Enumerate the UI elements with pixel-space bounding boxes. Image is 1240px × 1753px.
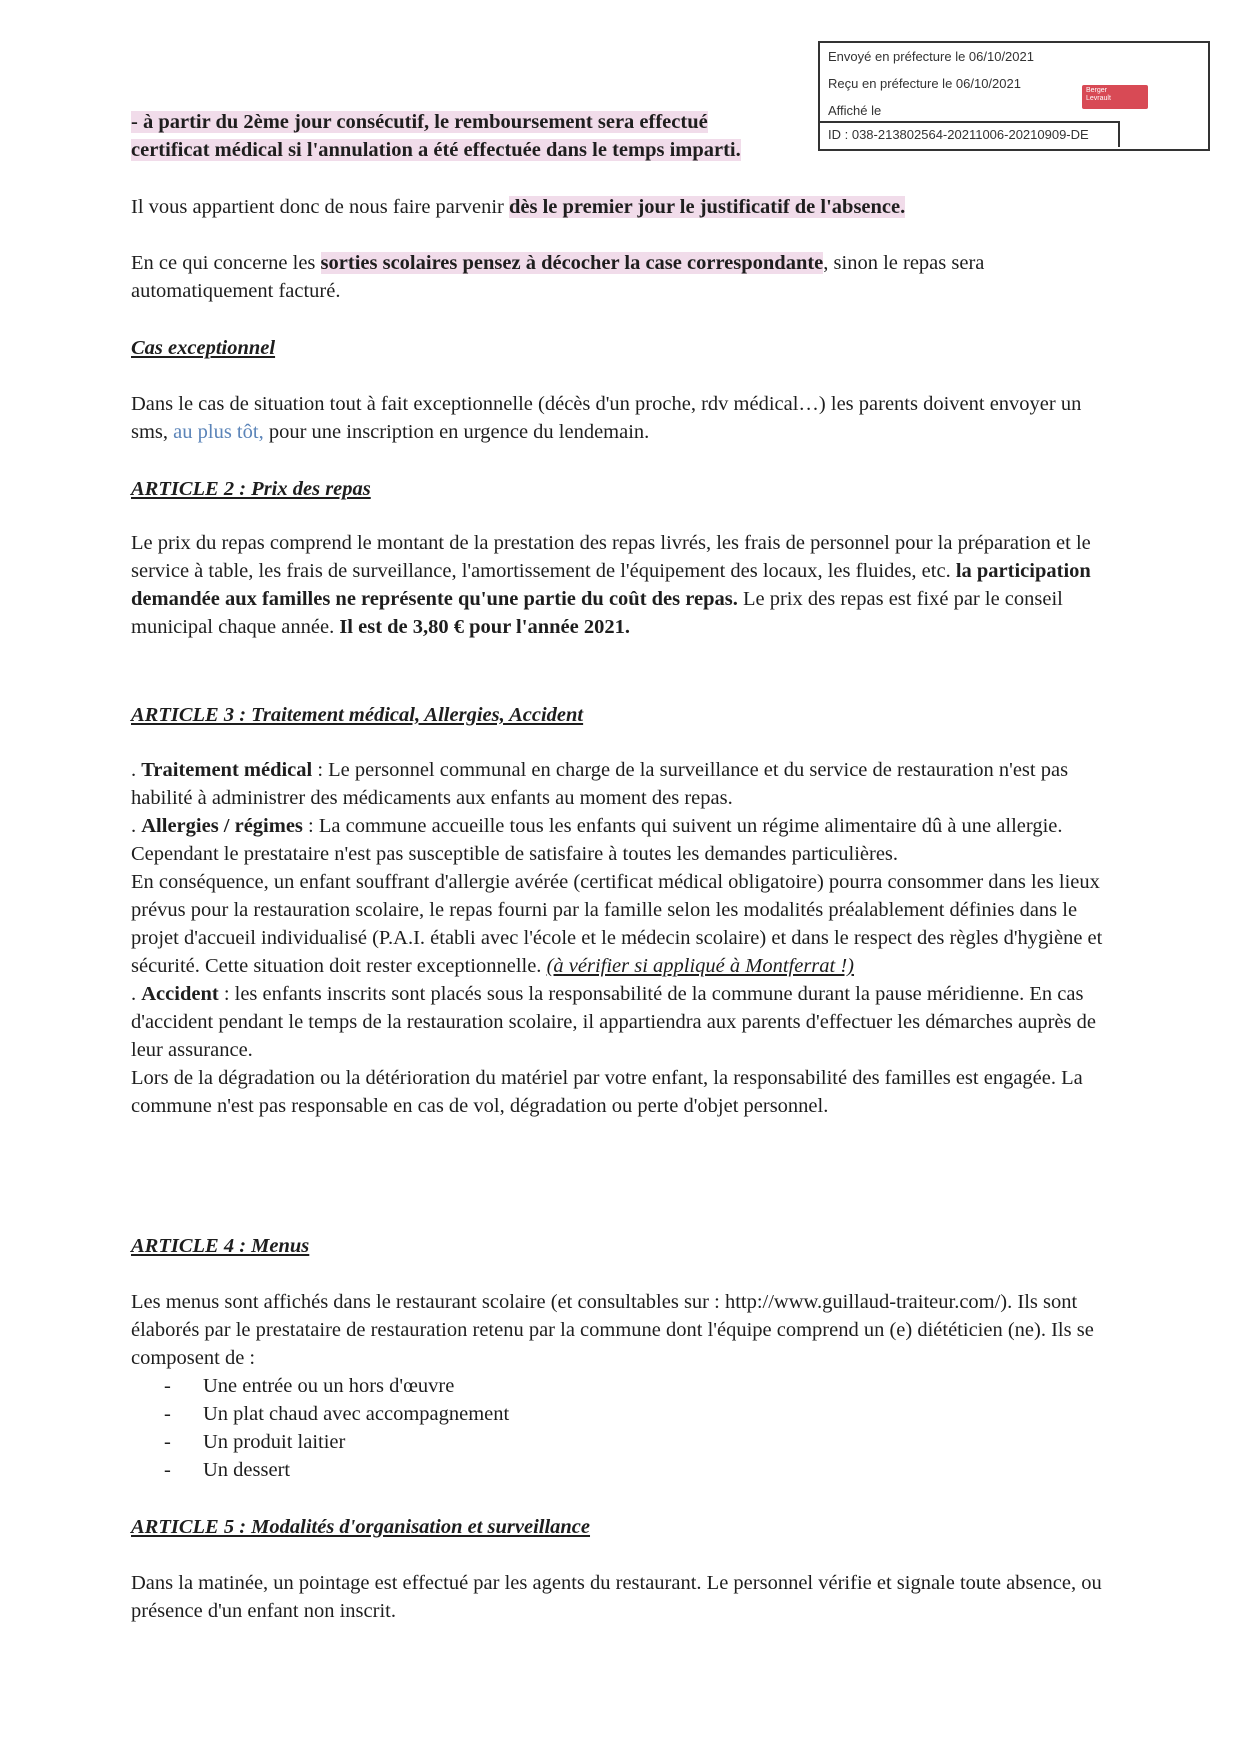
degradation-paragraph: Lors de la dégradation ou la détérioration du matériel par votre enfant, la responsabilité des familles est engagée. La commune n'est pas responsable en cas de vol, dégradation ou perte d'objet personnel. <box>131 1067 1083 1117</box>
intro-paragraph-2: En ce qui concerne les sorties scolaires pensez à décocher la case correspondante, sinon le repas sera automatiquement facturé. <box>131 252 985 302</box>
intro-line-1: - à partir du 2ème jour consécutif, le remboursement sera effectué <box>131 111 708 133</box>
cas-paragraph: Dans le cas de situation tout à fait exceptionnelle (décès d'un proche, rdv médical…) les parents doivent envoyer un sms, au plus tôt, pour une inscription en urgence du lendemain. <box>131 393 1082 443</box>
article-3-heading: ARTICLE 3 : Traitement médical, Allergies, Accident <box>131 704 584 726</box>
section-heading-cas: Cas exceptionnel <box>131 337 276 359</box>
list-item: - Un produit laitier <box>131 1428 1111 1456</box>
article-4-heading: ARTICLE 4 : Menus <box>131 1235 310 1257</box>
menus-paragraph: Les menus sont affichés dans le restaurant scolaire (et consultables sur : http://www.guillaud-traiteur.com/). Ils sont élaborés par le prestataire de restauration retenu par la commune dont l'équipe comprend un (e) diététicien (ne). Ils se composent de : <box>131 1291 1094 1369</box>
article-2-heading: ARTICLE 2 : Prix des repas <box>131 478 371 500</box>
article-5-heading: ARTICLE 5 : Modalités d'organisation et surveillance <box>131 1516 591 1538</box>
berger-levrault-logo: Berger Levrault <box>1082 85 1148 109</box>
list-item: - Un plat chaud avec accompagnement <box>131 1400 1111 1428</box>
article-5-paragraph: Dans la matinée, un pointage est effectué par les agents du restaurant. Le personnel vérifie et signale toute absence, ou présence d'un enfant non inscrit. <box>131 1572 1102 1622</box>
allergies-paragraph: . Allergies / régimes : La commune accueille tous les enfants qui suivent un régime alimentaire dû à une allergie. Cependant le prestataire n'est pas susceptible de satisfaire à toutes les demandes particulières. <box>131 815 1063 865</box>
stamp-received: Reçu en préfecture le 06/10/2021 <box>828 76 1021 91</box>
stamp-id: ID : 038-213802564-20211006-20210909-DE <box>818 121 1120 147</box>
article-4-body <box>131 1288 1111 1484</box>
list-item: - Une entrée ou un hors d'œuvre <box>131 1372 1111 1400</box>
intro-line-2: certificat médical si l'annulation a été effectuée dans le temps imparti. <box>131 139 741 161</box>
stamp-sent: Envoyé en préfecture le 06/10/2021 <box>828 49 1034 64</box>
consequence-paragraph: En conséquence, un enfant souffrant d'allergie avérée (certificat médical obligatoire) pourra consommer dans les lieux prévus pour la restauration scolaire, le repas fourni par la famille selon les modalités préalablement définies dans le projet d'accueil individualisé (P.A.I. établi avec l'école et le médecin scolaire) et dans le respect des règles d'hygiène et sécurité. Cette situation doit rester exceptionnelle. (à vérifier si appliqué à Montferrat !) <box>131 871 1103 977</box>
intro-paragraph-1: Il vous appartient donc de nous faire parvenir dès le premier jour le justificatif de l'absence. <box>131 196 906 218</box>
accident-paragraph: . Accident : les enfants inscrits sont placés sous la responsabilité de la commune durant la pause méridienne. En cas d'accident pendant le temps de la restauration scolaire, il appartiendra aux parents d'effectuer les démarches auprès de leur assurance. <box>131 983 1096 1061</box>
article-2-paragraph: Le prix du repas comprend le montant de la prestation des repas livrés, les frais de personnel pour la préparation et le service à table, les frais de surveillance, l'amortissement de l'équipement des locaux, les fluides, etc. la participation demandée aux familles ne représente qu'une partie du coût des repas. Le prix des repas est fixé par le conseil municipal chaque année. Il est de 3,80 € pour l'année 2021. <box>131 532 1091 638</box>
article-3-body <box>131 756 1111 1120</box>
menu-components-list <box>131 1372 1111 1484</box>
traitement-medical-paragraph: . Traitement médical : Le personnel communal en charge de la surveillance et du service de restauration n'est pas habilité à administrer des médicaments aux enfants au moment des repas. <box>131 759 1069 809</box>
stamp-posted: Affiché le <box>828 103 882 118</box>
list-item: - Un dessert <box>131 1456 1111 1484</box>
